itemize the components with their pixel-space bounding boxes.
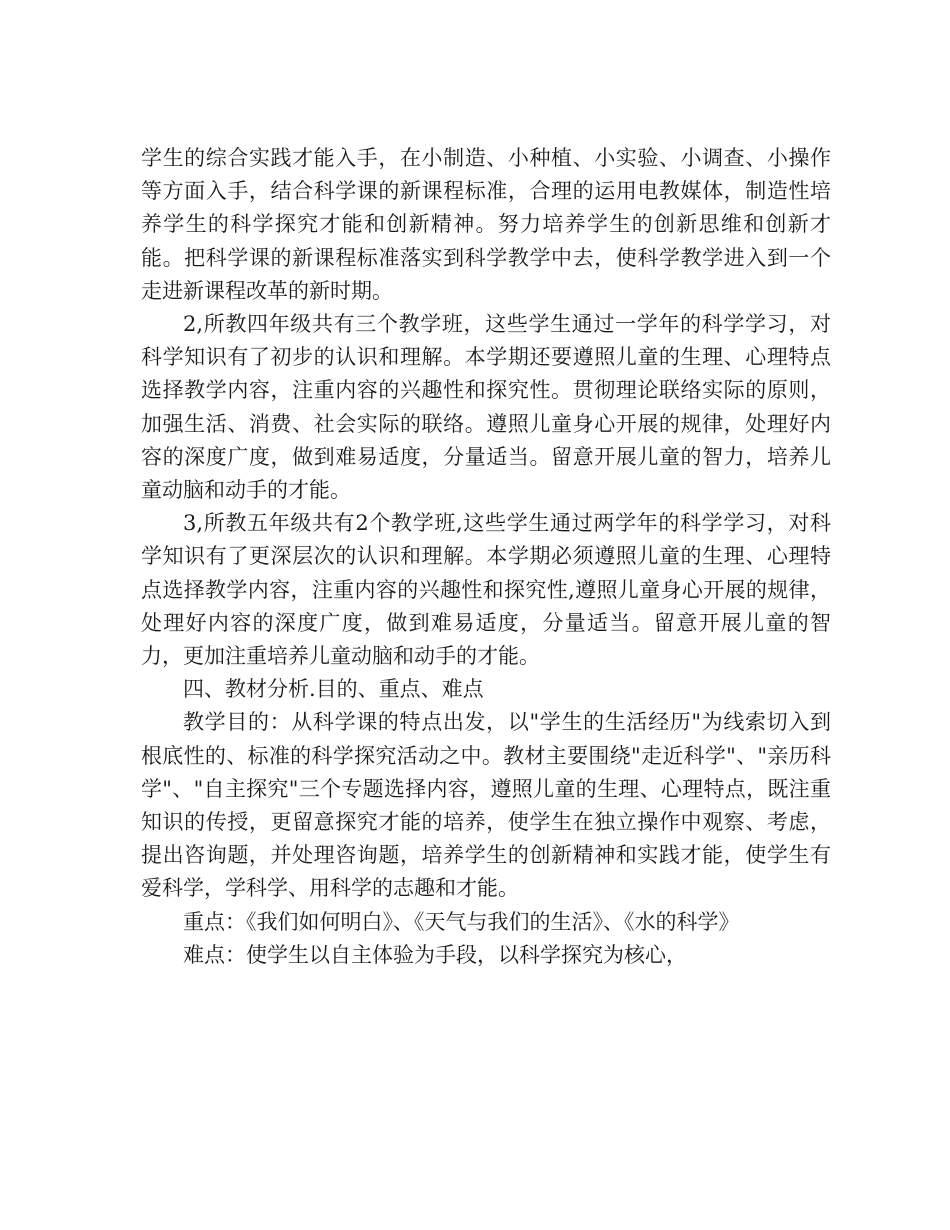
paragraph-difficulties: 难点：使学生以自主体验为手段，以科学探究为核心，	[183, 942, 687, 967]
paragraph-practice-ability: 学生的综合实践才能入手，在小制造、小种植、小实验、小调查、小操作等方面入手，结合科学课的新课程标准，合理的运用电教媒体，制造性培养学生的科学探究才能和创新精神。努力培养学生的创新思维和创新才能。把科学课的新课程标准落实到科学教学中去，使科学教学进入到一个走进新课程改革的新时期。	[141, 146, 831, 303]
paragraph-key-points: 重点：《我们如何明白》、《天气与我们的生活》、《水的科学》	[183, 909, 740, 934]
paragraph-grade-five: 3,所教五年级共有2个教学班,这些学生通过两学年的科学学习，对科学知识有了更深层次的认识和理解。本学期必须遵照儿童的生理、心理特点选择教学内容，注重内容的兴趣性和探究性,遵照儿童身心开展的规律，处理好内容的深度广度，做到难易适度，分量适当。留意开展儿童的智力，更加注重培养儿童动脑和动手的才能。	[141, 511, 831, 669]
paragraph-grade-four: 2,所教四年级共有三个教学班，这些学生通过一学年的科学学习，对科学知识有了初步的认识和理解。本学期还要遵照儿童的生理、心理特点选择教学内容，注重内容的兴趣性和探究性。贯彻理论联络实际的原则，加强生活、消费、社会实际的联络。遵照儿童身心开展的规律，处理好内容的深度广度，做到难易适度，分量适当。留意开展儿童的智力，培养儿童动脑和动手的才能。	[141, 312, 831, 503]
section-heading-textbook-analysis: 四、教材分析.目的、重点、难点	[183, 677, 484, 702]
document-body	[141, 142, 831, 972]
paragraph-teaching-goals: 教学目的：从科学课的特点出发，以"学生的生活经历"为线索切入到根底性的、标准的科学探究活动之中。教材主要围绕"走近科学"、"亲历科学"、"自主探究"三个专题选择内容，遵照儿童的生理、心理特点，既注重知识的传授，更留意探究才能的培养，使学生在独立操作中观察、考虑，提出咨询题，并处理咨询题，培养学生的创新精神和实践才能，使学生有爱科学，学科学、用科学的志趣和才能。	[141, 710, 831, 901]
